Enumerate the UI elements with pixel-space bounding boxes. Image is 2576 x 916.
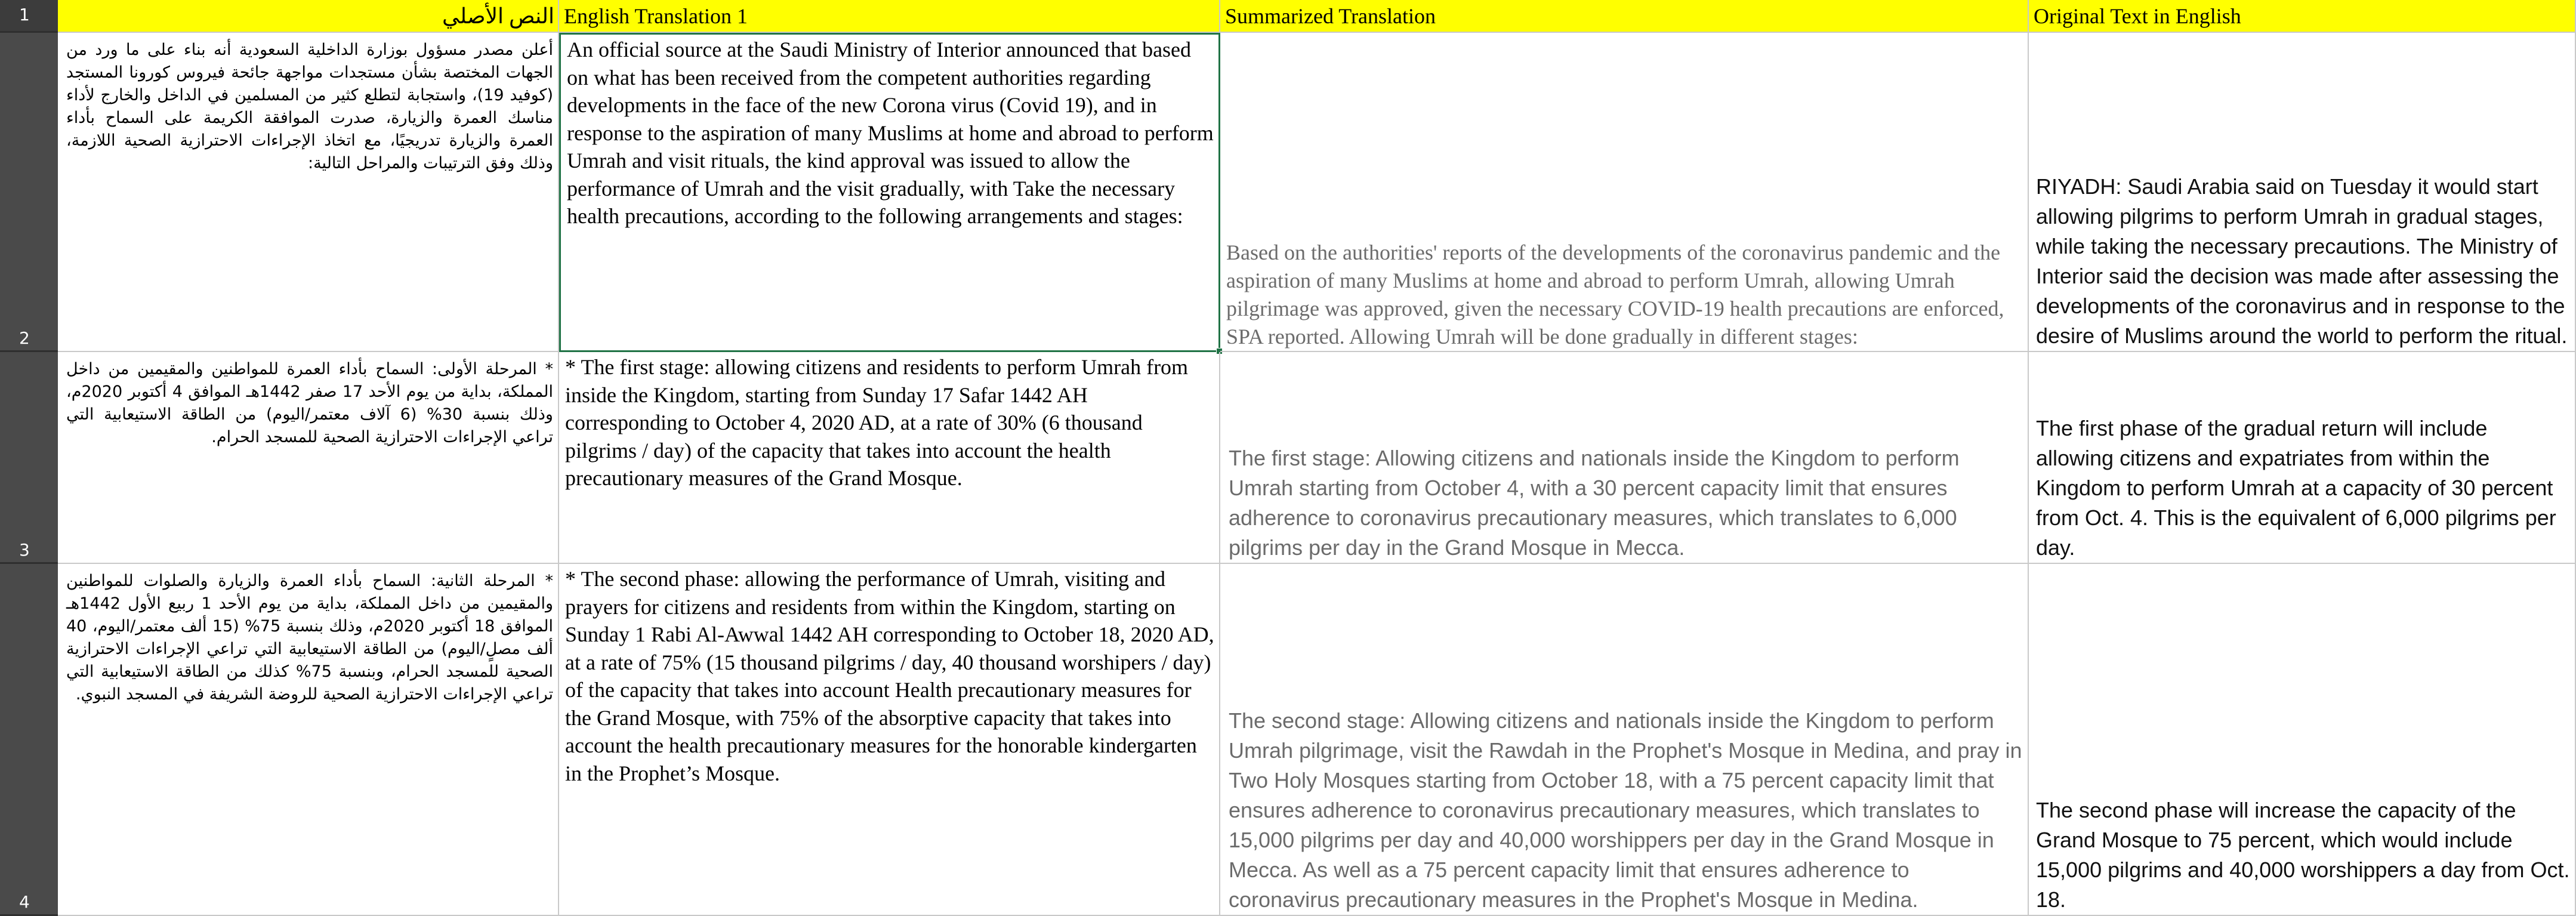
header-cell-original-english[interactable]: [2029, 0, 2576, 33]
row-number: 3: [19, 540, 30, 560]
cell-original-english[interactable]: [2029, 352, 2576, 564]
cell-text: * The first stage: allowing citizens and residents to perform Umrah from inside the Kingdom, starting from Sunday 17 Safar 1442 AH corresponding to October 4, 2020 AD, at a rate of 30% (6 thousand pilgrims / day) of the capacity that takes into account the health precautionary measures of the Grand Mosque.: [565, 355, 1189, 490]
row-header-3[interactable]: [0, 352, 58, 564]
row-header-1[interactable]: [0, 0, 58, 33]
cell-text: * المرحلة الأولى: السماح بأداء العمرة للمواطنين والمقيمين من داخل المملكة، بداية من يوم الأحد 17 صفر 1442هـ الموافق 4 أكتوبر 2020م، وذلك بنسبة 30% (6 آلاف معتمر/اليوم) من الطاقة الاستيعابية التي تراعي الإجراءات الاحترازية الصحية للمسجد الحرام.: [66, 360, 554, 446]
cell-text: * The second phase: allowing the performance of Umrah, visiting and prayers for citizens and residents from within the Kingdom, starting on Sunday 1 Rabi Al-Awwal 1442 AH corresponding to October 18, 2020 AD, at a rate of 75% (15 thousand pilgrims / day, 40 thousand worshipers / day) of the capacity that takes into account Health precautionary measures for the Grand Mosque, with 75% of the absorptive capacity that takes into account the health precautionary measures for the honorable kindergarten in the Prophet’s Mosque.: [565, 567, 1214, 785]
cell-text: The second phase will increase the capacity of the Grand Mosque to 75 percent, which would include 15,000 pilgrims and 40,000 worshippers a day from Oct. 18.: [2036, 798, 2570, 912]
cell-english-translation-selected[interactable]: [559, 33, 1220, 352]
cell-summarized-translation[interactable]: [1220, 564, 2029, 916]
header-cell-summarized-translation[interactable]: [1220, 0, 2029, 33]
cell-text: The first stage: Allowing citizens and nationals inside the Kingdom to perform Umrah starting from October 4, with a 30 percent capacity limit that ensures adherence to coronavirus precautionary measures, which translates to 6,000 pilgrims per day in the Grand Mosque in Mecca.: [1229, 446, 1960, 560]
header-label: Summarized Translation: [1225, 4, 1436, 28]
cell-summarized-translation[interactable]: [1220, 33, 2029, 352]
header-cell-arabic-original[interactable]: [58, 0, 559, 33]
cell-text: Based on the authorities' reports of the developments of the coronavirus pandemic and the aspiration of many Muslims at home and abroad to perform Umrah, allowing Umrah pilgrimage was approved, given the necessary COVID-19 health precautions are enforced, SPA reported. Allowing Umrah will be done gradually in different stages:: [1226, 240, 2004, 348]
row-number: 1: [19, 5, 30, 24]
cell-arabic-original[interactable]: [58, 564, 559, 916]
cell-summarized-translation[interactable]: [1220, 352, 2029, 564]
cell-english-translation[interactable]: [559, 564, 1220, 916]
cell-text: RIYADH: Saudi Arabia said on Tuesday it would start allowing pilgrims to perform Umrah in gradual stages, while taking the necessary precautions. The Ministry of Interior said the decision was made after assessing the developments of the coronavirus and in response to the desire of Muslims around the world to perform the ritual.: [2036, 174, 2568, 348]
header-cell-english-translation[interactable]: [559, 0, 1220, 33]
cell-text: An official source at the Saudi Ministry of Interior announced that based on what has been received from the competent authorities regarding developments in the face of the new Corona virus (Covid 19), and in response to the aspiration of many Muslims at home and abroad to perform Umrah and visit rituals, the kind approval was issued to allow the performance of Umrah and the visit gradually, with Take the necessary health precautions, according to the following arrangements and stages:: [567, 38, 1214, 228]
cell-english-translation[interactable]: [559, 352, 1220, 564]
cell-text: The second stage: Allowing citizens and nationals inside the Kingdom to perform Umrah pilgrimage, visit the Rawdah in the Prophet's Mosque in Medina, and pray in Two Holy Mosques starting from October 18, with a 75 percent capacity limit that ensures adherence to coronavirus precautionary measures, which translates to 15,000 pilgrims per day and 40,000 worshippers per day in the Grand Mosque in Mecca. As well as a 75 percent capacity limit that ensures adherence to coronavirus precautionary measures in the Prophet's Mosque in Medina.: [1229, 708, 2022, 912]
row-header-2[interactable]: [0, 33, 58, 352]
cell-original-english[interactable]: [2029, 564, 2576, 916]
cell-arabic-original[interactable]: [58, 33, 559, 352]
header-label: النص الأصلي: [442, 4, 554, 28]
header-label: English Translation 1: [564, 4, 748, 28]
cell-text: The first phase of the gradual return will include allowing citizens and expatriates from within the Kingdom to perform Umrah at a capacity of 30 percent from Oct. 4. This is the equivalent of 6,000 pilgrims per day.: [2036, 416, 2556, 560]
cell-text: * المرحلة الثانية: السماح بأداء العمرة والزيارة والصلوات للمواطنين والمقيمين من داخل المملكة، بداية من يوم الأحد 1 ربيع الأول 1442هـ الموافق 18 أكتوبر 2020م، وذلك بنسبة 75% (15 ألف معتمر/اليوم، 40 ألف مصلٍ/اليوم) من الطاقة الاستيعابية التي تراعي الإجراءات الاحترازية الصحية للمسجد الحرام، وبنسبة 75% كذلك من الطاقة الاستيعابية التي تراعي الإجراءات الاحترازية الصحية للروضة الشريفة في المسجد النبوي.: [66, 572, 554, 704]
row-number: 4: [19, 892, 30, 912]
row-header-4[interactable]: [0, 564, 58, 916]
row-number: 2: [19, 328, 30, 348]
cell-original-english[interactable]: [2029, 33, 2576, 352]
cell-arabic-original[interactable]: [58, 352, 559, 564]
cell-text: أعلن مصدر مسؤول بوزارة الداخلية السعودية أنه بناء على ما ورد من الجهات المختصة بشأن مستجدات مواجهة جائحة فيروس كورونا المستجد (كوفيد 19)، واستجابة لتطلع كثير من المسلمين في الداخل والخارج لأداء مناسك العمرة والزيارة، صدرت الموافقة الكريمة على السماح بأداء العمرة والزيارة تدريجيًا، مع اتخاذ الإجراءات الاحترازية الصحية اللازمة، وذلك وفق الترتيبات والمراحل التالية:: [66, 41, 553, 172]
header-label: Original Text in English: [2034, 4, 2241, 28]
